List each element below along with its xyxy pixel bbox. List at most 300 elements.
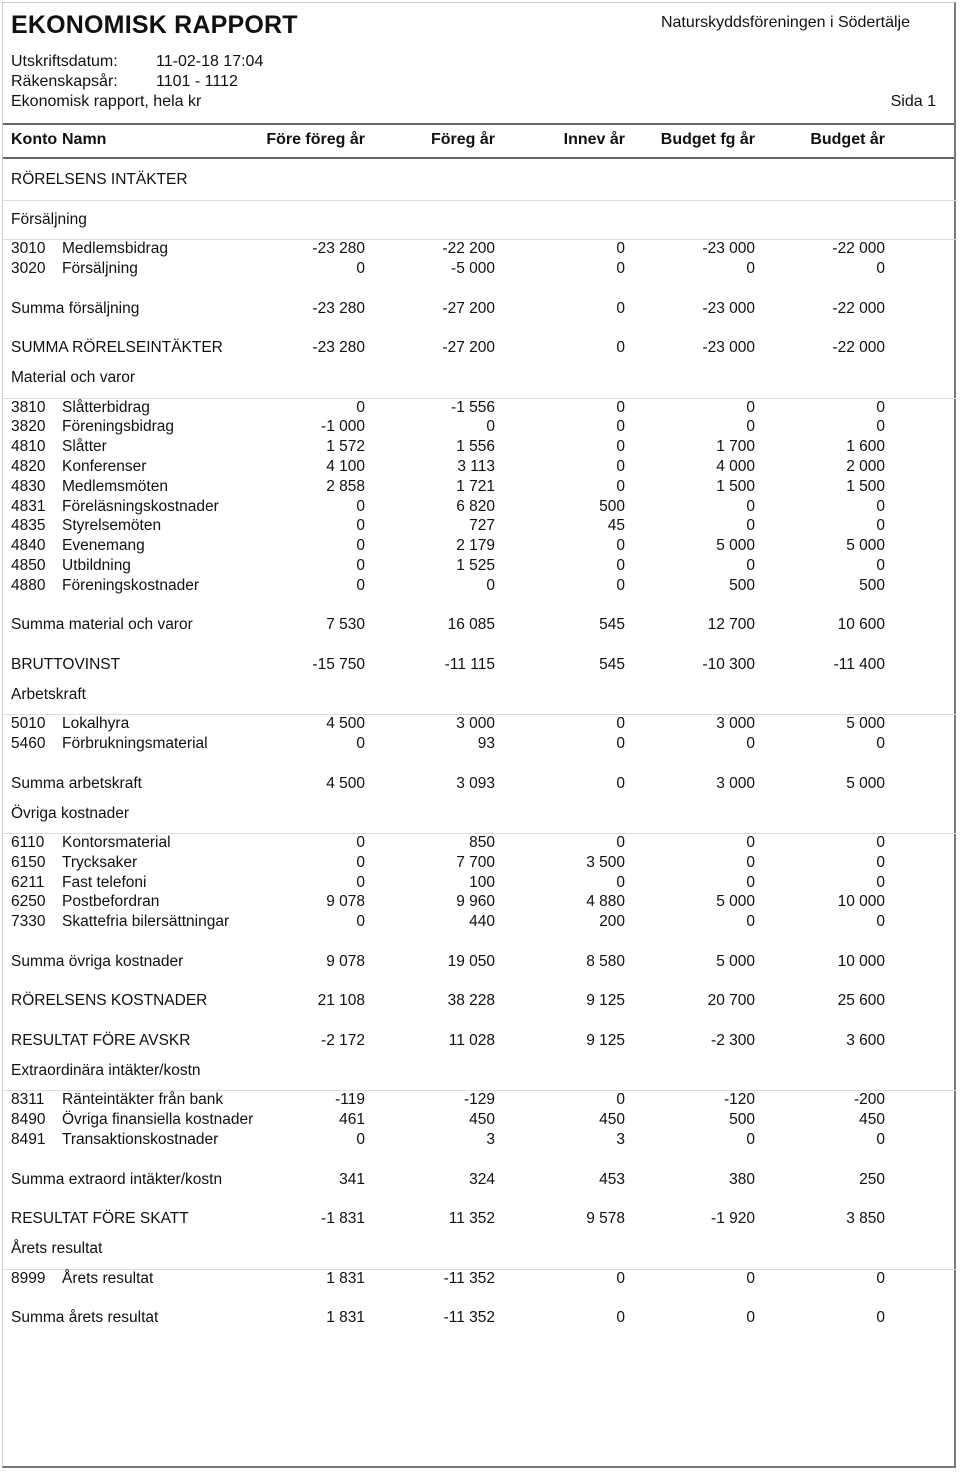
account-number: 4835 [11,517,46,535]
account-number: 3010 [11,240,46,258]
account-number: 4831 [11,497,46,515]
value-fore-foreg-ar: 9 078 [326,893,365,911]
value-innev-ar: 4 880 [586,893,625,911]
value-innev-ar: 453 [599,1170,625,1188]
account-row [3,498,957,518]
account-name: Årets resultat [62,1269,154,1287]
col-budget-ar: Budget år [810,131,885,148]
value-budget-ar: 2 000 [846,457,885,475]
section-label: Försäljning [11,210,87,228]
value-budget-fg-ar: 5 000 [716,537,755,555]
value-fore-foreg-ar: -1 000 [321,418,365,436]
value-foreg-ar: 727 [469,517,495,535]
account-name: Evenemang [62,537,145,555]
value-fore-foreg-ar: 0 [356,556,365,574]
value-innev-ar: 0 [616,537,625,555]
summary-label: BRUTTOVINST [11,655,121,673]
report-name: Ekonomisk rapport, hela kr [11,93,202,110]
section-label: RÖRELSENS INTÄKTER [11,171,188,188]
account-name: Lokalhyra [62,715,130,733]
value-budget-ar: 0 [876,418,885,436]
value-fore-foreg-ar: 4 500 [326,774,365,792]
section-heading [3,676,957,716]
value-foreg-ar: -11 352 [443,1269,495,1287]
account-name: Föreningskostnader [62,576,199,594]
section-heading [3,795,957,835]
value-budget-ar: -22 000 [832,240,885,258]
account-name: Transaktionskostnader [62,1131,219,1149]
value-budget-fg-ar: 0 [746,1131,755,1149]
value-budget-fg-ar: -10 300 [702,655,755,673]
summary-row [3,775,957,795]
spacer [3,636,957,656]
value-budget-ar: 5 000 [846,715,885,733]
value-fore-foreg-ar: -2 172 [321,1032,365,1050]
value-budget-fg-ar: -23 000 [702,299,755,317]
spacer [3,280,957,300]
account-row [3,735,957,755]
value-foreg-ar: -27 200 [442,339,495,357]
value-budget-fg-ar: 20 700 [707,992,755,1010]
value-foreg-ar: 100 [469,873,495,891]
value-budget-ar: 250 [859,1170,885,1188]
value-innev-ar: 0 [616,398,625,416]
account-row [3,834,957,854]
summary-row [3,656,957,676]
value-budget-ar: 10 000 [837,893,885,911]
account-name: Fast telefoni [62,873,147,891]
value-fore-foreg-ar: 0 [356,1131,365,1149]
value-budget-fg-ar: 500 [729,1111,755,1129]
spacer [3,755,957,775]
value-innev-ar: 0 [616,438,625,456]
value-budget-ar: 0 [876,259,885,277]
account-number: 5460 [11,735,46,753]
account-name: Medlemsmöten [62,477,168,495]
account-name: Skattefria bilersättningar [62,913,230,931]
fiscal-year-label: Räkenskapsår: [11,73,118,90]
account-number: 8311 [11,1091,45,1109]
value-innev-ar: 0 [616,339,625,357]
value-budget-ar: 0 [876,1269,885,1287]
value-budget-ar: 1 600 [846,438,885,456]
value-fore-foreg-ar: 1 831 [326,1309,365,1327]
value-innev-ar: 0 [616,834,625,852]
spacer [3,1012,957,1032]
value-innev-ar: 45 [607,517,625,535]
value-fore-foreg-ar: -23 280 [312,339,365,357]
value-budget-fg-ar: -23 000 [702,339,755,357]
value-innev-ar: 9 125 [586,1032,625,1050]
value-innev-ar: 0 [616,576,625,594]
value-innev-ar: 9 578 [586,1210,625,1228]
account-number: 6211 [11,873,45,891]
value-innev-ar: 8 580 [586,952,625,970]
summary-label: Summa extraord intäkter/kostn [11,1170,223,1188]
value-foreg-ar: 19 050 [447,952,495,970]
value-budget-ar: -11 400 [833,655,885,673]
value-budget-ar: 5 000 [846,774,885,792]
account-row [3,1131,957,1151]
value-foreg-ar: -11 115 [444,655,495,673]
summary-label: Summa årets resultat [11,1309,159,1327]
account-row [3,893,957,913]
account-row [3,260,957,280]
section-heading [3,201,957,241]
account-row [3,418,957,438]
account-number: 4820 [11,457,46,475]
summary-row [3,1309,957,1329]
value-fore-foreg-ar: -23 280 [312,240,365,258]
summary-label: RESULTAT FÖRE SKATT [11,1210,189,1228]
account-row [3,458,957,478]
account-number: 8999 [11,1269,46,1287]
account-row [3,240,957,260]
value-budget-fg-ar: 0 [746,517,755,535]
value-foreg-ar: 11 028 [448,1032,495,1050]
account-name: Förbrukningsmaterial [62,735,208,753]
value-budget-fg-ar: 0 [746,853,755,871]
value-innev-ar: 545 [599,655,625,673]
account-row [3,537,957,557]
value-innev-ar: 545 [599,616,625,634]
value-budget-fg-ar: -1 920 [711,1210,755,1228]
account-name: Trycksaker [62,853,138,871]
value-budget-fg-ar: 0 [746,556,755,574]
col-foreg-ar: Föreg år [430,131,495,148]
value-budget-fg-ar: -2 300 [711,1032,755,1050]
value-innev-ar: 500 [599,497,625,515]
account-name: Kontorsmaterial [62,834,171,852]
value-fore-foreg-ar: 0 [356,873,365,891]
section-heading [3,359,957,399]
value-foreg-ar: -27 200 [442,299,495,317]
value-innev-ar: 0 [616,1309,625,1327]
account-row [3,854,957,874]
value-fore-foreg-ar: 21 108 [317,992,365,1010]
account-row [3,399,957,419]
summary-label: SUMMA RÖRELSEINTÄKTER [11,339,223,357]
value-budget-ar: 1 500 [846,477,885,495]
account-number: 5010 [11,715,46,733]
value-innev-ar: 0 [616,259,625,277]
account-name: Övriga finansiella kostnader [62,1111,254,1129]
page-number: Sida 1 [890,93,936,110]
value-innev-ar: 0 [616,715,625,733]
account-name: Föreningsbidrag [62,418,175,436]
value-fore-foreg-ar: 0 [356,913,365,931]
col-namn: Namn [62,131,107,148]
account-number: 4810 [11,438,46,456]
value-foreg-ar: -11 352 [443,1309,495,1327]
account-row [3,913,957,933]
value-foreg-ar: -129 [463,1091,495,1109]
value-innev-ar: 0 [616,477,625,495]
account-number: 4830 [11,477,46,495]
value-foreg-ar: 7 700 [456,853,495,871]
value-fore-foreg-ar: 0 [356,259,365,277]
summary-label: RÖRELSENS KOSTNADER [11,992,208,1010]
value-budget-fg-ar: 0 [746,1269,755,1287]
value-innev-ar: 0 [616,556,625,574]
section-label: Årets resultat [11,1240,103,1258]
col-innev-ar: Innev år [563,131,625,148]
value-budget-fg-ar: 0 [746,259,755,277]
value-budget-fg-ar: 1 500 [716,477,755,495]
value-budget-ar: 10 000 [837,952,885,970]
account-row [3,1091,957,1111]
value-foreg-ar: -22 200 [442,240,495,258]
value-budget-fg-ar: 3 000 [716,774,755,792]
summary-label: RESULTAT FÖRE AVSKR [11,1032,191,1050]
account-number: 3820 [11,418,46,436]
account-name: Postbefordran [62,893,160,911]
value-budget-fg-ar: 1 700 [716,438,755,456]
summary-row [3,616,957,636]
account-number: 8491 [11,1131,46,1149]
value-budget-fg-ar: 0 [746,834,755,852]
summary-label: Summa material och varor [11,616,193,634]
value-budget-ar: 0 [876,398,885,416]
value-budget-fg-ar: 5 000 [716,952,755,970]
value-budget-ar: 0 [876,834,885,852]
summary-label: Summa arbetskraft [11,774,142,792]
summary-row [3,992,957,1012]
value-innev-ar: 0 [616,774,625,792]
account-row [3,715,957,735]
value-budget-ar: -22 000 [832,299,885,317]
value-fore-foreg-ar: 4 100 [326,457,365,475]
column-header-row [3,123,957,157]
summary-row [3,1171,957,1191]
value-budget-ar: 0 [876,853,885,871]
value-budget-ar: 3 600 [846,1032,885,1050]
value-foreg-ar: 1 556 [456,438,495,456]
value-foreg-ar: 324 [469,1170,495,1188]
value-foreg-ar: 0 [486,576,495,594]
value-foreg-ar: -5 000 [451,259,495,277]
account-number: 4850 [11,556,46,574]
value-budget-fg-ar: 0 [746,735,755,753]
value-foreg-ar: 0 [486,418,495,436]
header-bottom-rule [3,157,954,159]
summary-row [3,339,957,359]
value-foreg-ar: -1 556 [451,398,495,416]
account-name: Slåtterbidrag [62,398,150,416]
section-label: Extraordinära intäkter/kostn [11,1061,201,1079]
value-fore-foreg-ar: 0 [356,398,365,416]
value-foreg-ar: 2 179 [456,537,495,555]
value-budget-ar: 25 600 [837,992,885,1010]
value-foreg-ar: 850 [469,834,495,852]
value-budget-ar: -200 [853,1091,885,1109]
value-fore-foreg-ar: 9 078 [326,952,365,970]
value-budget-ar: 450 [859,1111,885,1129]
account-row [3,1111,957,1131]
print-date-label: Utskriftsdatum: [11,53,118,70]
account-name: Medlemsbidrag [62,240,168,258]
value-fore-foreg-ar: -15 750 [312,655,365,673]
value-fore-foreg-ar: 7 530 [326,616,365,634]
spacer [3,1151,957,1171]
value-fore-foreg-ar: -1 831 [321,1210,365,1228]
value-budget-ar: 0 [876,913,885,931]
value-fore-foreg-ar: -119 [335,1091,365,1109]
value-innev-ar: 0 [616,1091,625,1109]
value-foreg-ar: 16 085 [447,616,495,634]
value-foreg-ar: 3 093 [456,774,495,792]
value-foreg-ar: 1 721 [456,477,495,495]
value-fore-foreg-ar: 0 [356,497,365,515]
account-row [3,557,957,577]
value-budget-ar: 0 [876,873,885,891]
account-row [3,1270,957,1290]
account-number: 8490 [11,1111,46,1129]
value-innev-ar: 0 [616,735,625,753]
account-row [3,874,957,894]
value-budget-fg-ar: 12 700 [707,616,755,634]
value-foreg-ar: 1 525 [456,556,495,574]
section-heading [3,1052,957,1092]
value-fore-foreg-ar: -23 280 [312,299,365,317]
summary-row [3,1032,957,1052]
report-table [3,161,957,1329]
value-foreg-ar: 450 [469,1111,495,1129]
value-foreg-ar: 3 [486,1131,495,1149]
value-budget-ar: 0 [876,735,885,753]
value-fore-foreg-ar: 0 [356,735,365,753]
report-page [2,2,956,1468]
value-innev-ar: 0 [616,873,625,891]
value-budget-ar: 0 [876,1309,885,1327]
value-innev-ar: 0 [616,418,625,436]
organization-name: Naturskyddsföreningen i Södertälje [660,14,910,31]
value-budget-ar: 0 [876,1131,885,1149]
value-foreg-ar: 3 000 [456,715,495,733]
value-innev-ar: 0 [616,457,625,475]
value-budget-ar: 0 [876,497,885,515]
value-budget-fg-ar: 0 [746,873,755,891]
value-budget-fg-ar: 4 000 [716,457,755,475]
account-number: 6110 [11,834,45,852]
section-label: Övriga kostnader [11,804,130,822]
account-number: 4840 [11,537,46,555]
value-budget-fg-ar: 0 [746,497,755,515]
value-innev-ar: 0 [616,1269,625,1287]
summary-label: Summa försäljning [11,299,140,317]
fiscal-year-value: 1101 - 1112 [156,73,238,90]
account-number: 3020 [11,259,46,277]
value-fore-foreg-ar: 461 [339,1111,365,1129]
value-fore-foreg-ar: 0 [356,853,365,871]
value-budget-fg-ar: 0 [746,418,755,436]
value-budget-fg-ar: 380 [729,1170,755,1188]
value-foreg-ar: 93 [477,735,495,753]
spacer [3,597,957,617]
account-number: 7330 [11,913,46,931]
spacer [3,933,957,953]
col-budget-fg-ar: Budget fg år [660,131,755,148]
value-fore-foreg-ar: 0 [356,537,365,555]
account-number: 3810 [11,398,46,416]
section-heading [3,1230,957,1270]
spacer [3,1190,957,1210]
value-innev-ar: 0 [616,240,625,258]
value-budget-fg-ar: 0 [746,913,755,931]
col-fore-foreg-ar: Före föreg år [266,131,365,148]
value-foreg-ar: 9 960 [456,893,495,911]
value-innev-ar: 9 125 [586,992,625,1010]
account-number: 4880 [11,576,46,594]
value-fore-foreg-ar: 341 [339,1170,365,1188]
account-number: 6250 [11,893,46,911]
account-name: Slåtter [62,438,107,456]
value-budget-ar: 3 850 [846,1210,885,1228]
value-fore-foreg-ar: 1 572 [326,438,365,456]
value-foreg-ar: 440 [469,913,495,931]
value-innev-ar: 0 [616,299,625,317]
value-foreg-ar: 3 113 [457,457,495,475]
summary-row [3,1210,957,1230]
section-label: Material och varor [11,368,136,386]
spacer [3,1289,957,1309]
value-budget-fg-ar: 3 000 [716,715,755,733]
value-budget-ar: 0 [876,517,885,535]
value-fore-foreg-ar: 2 858 [326,477,365,495]
value-budget-fg-ar: 500 [729,576,755,594]
account-name: Konferenser [62,457,147,475]
value-budget-fg-ar: -23 000 [702,240,755,258]
account-row [3,478,957,498]
summary-row [3,300,957,320]
value-budget-ar: -22 000 [832,339,885,357]
account-name: Försäljning [62,259,138,277]
summary-row [3,953,957,973]
value-budget-ar: 5 000 [846,537,885,555]
value-fore-foreg-ar: 0 [356,576,365,594]
value-budget-ar: 10 600 [837,616,885,634]
section-label: Arbetskraft [11,685,86,703]
value-budget-ar: 500 [859,576,885,594]
account-name: Styrelsemöten [62,517,162,535]
print-date-value: 11-02-18 17:04 [156,53,264,70]
value-fore-foreg-ar: 4 500 [326,715,365,733]
account-row [3,517,957,537]
value-budget-fg-ar: 0 [746,398,755,416]
value-budget-ar: 0 [876,556,885,574]
value-budget-fg-ar: -120 [723,1091,755,1109]
value-foreg-ar: 11 352 [448,1210,495,1228]
report-title: EKONOMISK RAPPORT [11,11,298,39]
value-foreg-ar: 38 228 [447,992,495,1010]
value-innev-ar: 200 [599,913,625,931]
value-foreg-ar: 6 820 [456,497,495,515]
account-name: Föreläsningskostnader [62,497,219,515]
value-innev-ar: 3 500 [586,853,625,871]
col-konto: Konto [11,131,58,148]
value-fore-foreg-ar: 1 831 [326,1269,365,1287]
value-budget-fg-ar: 0 [746,1309,755,1327]
account-row [3,438,957,458]
account-number: 6150 [11,853,46,871]
value-budget-fg-ar: 5 000 [716,893,755,911]
spacer [3,319,957,339]
value-fore-foreg-ar: 0 [356,517,365,535]
section-heading [3,161,957,201]
summary-label: Summa övriga kostnader [11,952,184,970]
account-name: Utbildning [62,556,131,574]
value-fore-foreg-ar: 0 [356,834,365,852]
